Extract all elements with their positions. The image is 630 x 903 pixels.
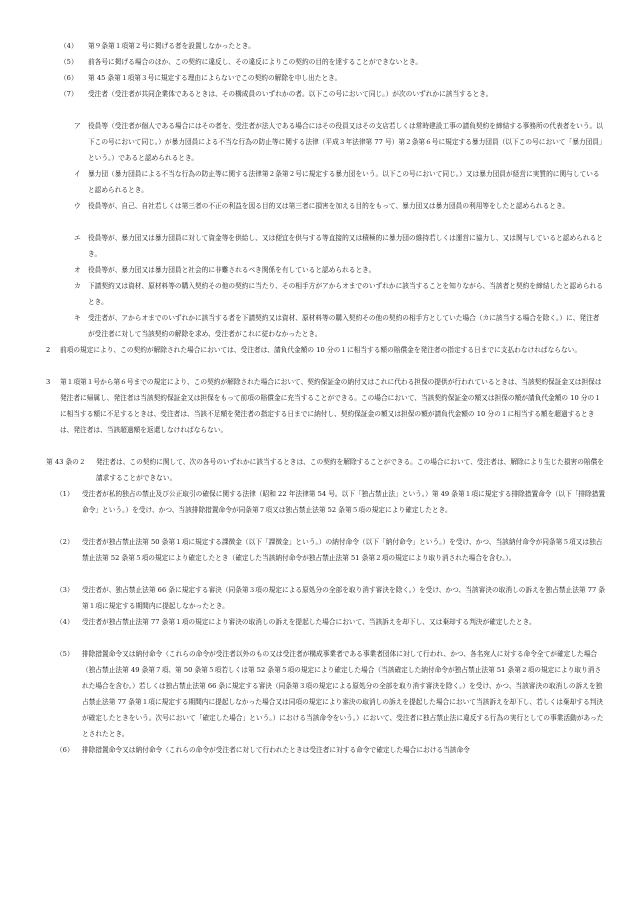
subitem-o (0, 262, 606, 278)
clause-number: （6） (56, 746, 74, 754)
subitem-text: 役員等が、暴力団又は暴力団員と社会的に非難されるべき関係を有していると認められるとき。 (88, 266, 376, 274)
clause-1 (0, 486, 606, 534)
item-5 (0, 54, 608, 70)
paragraph-text: 前項の規定により、この契約が解除された場合においては、受注者は、請負代金額の 10 分の１に相当する額の賠償金を発注者の指定する日までに支払わなければならない。 (60, 346, 582, 354)
paragraph-2 (0, 342, 606, 374)
clause-5 (0, 646, 606, 742)
clause-number: （2） (56, 538, 74, 546)
paragraph-text: 第１項第１号から第６号までの規定により、この契約が解除された場合において、契約保証金の納付又はこれに代わる担保の提供が行われているときは、当該契約保証金又は担保は発注者に帰属し、発注者は当該契約保証金又は担保をもって前項の賠償金に充当することができる。この場合において、当該契約保証金の額又は担保の額が請負代金額の 10 分の１に相当する額に不足するときは、受注者は、当該不足額を発注者の指定する日までに納付し、契約保証金の額又は担保の額が請負代金額の 10 分の１に相当する額を超過するときは、発注者は、当該超過額を返還しなければならない。 (60, 378, 602, 434)
clause-3 (0, 582, 606, 614)
clause-number: （5） (56, 650, 74, 658)
subitem-e (0, 230, 606, 262)
clause-text: 排除措置命令又は納付命令（これらの命令が受注者以外のもの又は受注者が構成事業者である事業者団体に対して行われ、かつ、各名宛人に対する命令全てが確定した場合（独占禁止法第 49 条第７項、第 50 条第５項若しくは第 52 条第５項の規定により確定した場合（当該確定した納付命令が独占禁止法第 51 条第２項の規定により取り消された場合を含む。）若しくは独占禁止法第 66 条に規定する審決（同条第３項の規定による原処分の全部を取り消す審決を除く。）を受け、かつ、当該審決の取消しの訴えを独占禁止法第 77 条第１項に規定する期間内に提起しなかった場合又は同項の規定により審決の取消しの訴えを提起した場合において当該訴えを却下し、若しくは棄却する判決が確定したときをいう。次号において「確定した場合」という。）における当該命令をいう。）において、受注者に独占禁止法に違反する行為の実行としての事業活動があったとされたとき。 (82, 650, 604, 738)
subitem-text: 役員等が、暴力団又は暴力団員に対して資金等を供給し、又は便宜を供与する等直接的又は積極的に暴力団の維持若しくは運営に協力し、又は関与していると認められるとき。 (88, 234, 603, 258)
item-number: （5） (60, 58, 78, 66)
subitem-letter: カ (74, 282, 81, 290)
document-page (0, 38, 630, 758)
subitem-letter: ウ (74, 202, 81, 210)
item-7 (0, 86, 606, 118)
subitem-ka (0, 278, 606, 310)
subitem-text: 受注者が、アからオまでのいずれかに該当する者を下請契約又は資材、原材料等の購入契約その他の契約の相手方としていた場合（カに該当する場合を除く。）に、発注者が受注者に対して当該契約の解除を求め、受注者がこれに従わなかったとき。 (88, 314, 600, 338)
item-text: 前各号に掲げる場合のほか、この契約に違反し、その違反によりこの契約の目的を達することができないとき。 (88, 58, 423, 66)
paragraph-number: 2 (46, 346, 51, 354)
clause-number: （3） (56, 586, 74, 594)
article-number: 第 43 条の２ (46, 458, 86, 466)
subitem-text: 役員等が、自己、自社若しくは第三者の不正の利益を図る目的又は第三者に損害を加える目的をもって、暴力団又は暴力団員の利用等をしたと認められるとき。 (88, 202, 570, 210)
clause-4 (0, 614, 606, 646)
clause-text: 排除措置命令又は納付命令（これらの命令が受注者に対して行われたときは受注者に対する命令で確定した場合における当該命令 (82, 746, 470, 754)
clause-number: （4） (56, 618, 74, 626)
clause-2 (0, 534, 606, 582)
subitem-text: 暴力団（暴力団員による不当な行為の防止等に関する法律第２条第２号に規定する暴力団をいう。以下この号において同じ。）又は暴力団員が経営に実質的に関与していると認められるとき。 (88, 170, 600, 194)
clause-number: （1） (56, 490, 74, 498)
subitem-text: 役員等（受注者が個人である場合にはその者を、受注者が法人である場合にはその役員又はその支店若しくは常時建設工事の請負契約を締結する事務所の代表者をいう。以下この号において同じ。）が暴力団員による不当な行為の防止等に関する法律（平成３年法律第 77 号）第２条第６号に規定する暴力団員（以下この号において「暴力団員」という。）であると認められるとき。 (88, 122, 606, 162)
paragraph-number: 3 (46, 378, 51, 386)
subitem-letter: イ (74, 170, 81, 178)
clause-6 (0, 742, 606, 758)
subitem-letter: エ (74, 234, 81, 242)
item-number: （7） (60, 90, 78, 98)
subitem-text: 下請契約又は資材、原材料等の購入契約その他の契約に当たり、その相手方がアからオまでのいずれかに該当することを知りながら、当該者と契約を締結したと認められるとき。 (88, 282, 603, 306)
subitem-u (0, 198, 606, 230)
paragraph-3 (0, 374, 606, 454)
item-6 (0, 70, 608, 86)
subitem-letter: ア (74, 122, 81, 130)
subitem-a (0, 118, 606, 166)
article-text: 発注者は、この契約に関して、次の各号のいずれかに該当するときは、この契約を解除することができる。この場合において、受注者は、解除により生じた損害の賠償を請求することができない。 (96, 458, 604, 482)
subitem-letter: オ (74, 266, 81, 274)
article-43-2 (0, 454, 606, 486)
item-text: 第９条第１項第２号に掲げる者を設置しなかったとき。 (88, 42, 255, 50)
clause-text: 受注者が、独占禁止法第 66 条に規定する審決（同条第３項の規定による原処分の全部を取り消す審決を除く。）を受け、かつ、当該審決の取消しの訴えを独占禁止法第 77 条第１項に規定する期間内に提起しなかったとき。 (82, 586, 606, 610)
clause-text: 受注者が独占禁止法第 77 条第１項の規定により審決の取消しの訴えを提起した場合において、当該訴えを却下し、又は棄却する判決が確定したとき。 (82, 618, 536, 626)
subitem-ki (0, 310, 606, 342)
item-text: 第 45 条第１項第３号に規定する理由によらないでこの契約の解除を申し出たとき。 (88, 74, 342, 82)
item-4 (0, 38, 608, 54)
subitem-i (0, 166, 606, 198)
item-number: （6） (60, 74, 78, 82)
subitem-letter: キ (74, 314, 81, 322)
item-number: （4） (60, 42, 78, 50)
clause-text: 受注者が私的独占の禁止及び公正取引の確保に関する法律（昭和 22 年法律第 54 号。以下「独占禁止法」という。）第 49 条第１項に規定する排除措置命令（以下「排除措置命令」という。）を受け、かつ、当該排除措置命令が同条第７項又は独占禁止法第 52 条第５項の規定により確定したとき。 (82, 490, 606, 514)
clause-text: 受注者が独占禁止法第 50 条第１項に規定する課徴金（以下「課徴金」という。）の納付命令（以下「納付命令」という。）を受け、かつ、当該納付命令が同条第５項又は独占禁止法第 52 条第５項の規定により確定したとき（確定した当該納付命令が独占禁止法第 51 条第２項の規定により取り消された場合を含む。）。 (82, 538, 603, 562)
item-text: 受注者（受注者が共同企業体であるときは、その構成員のいずれかの者。以下この号において同じ。）が次のいずれかに該当するとき。 (88, 90, 493, 98)
